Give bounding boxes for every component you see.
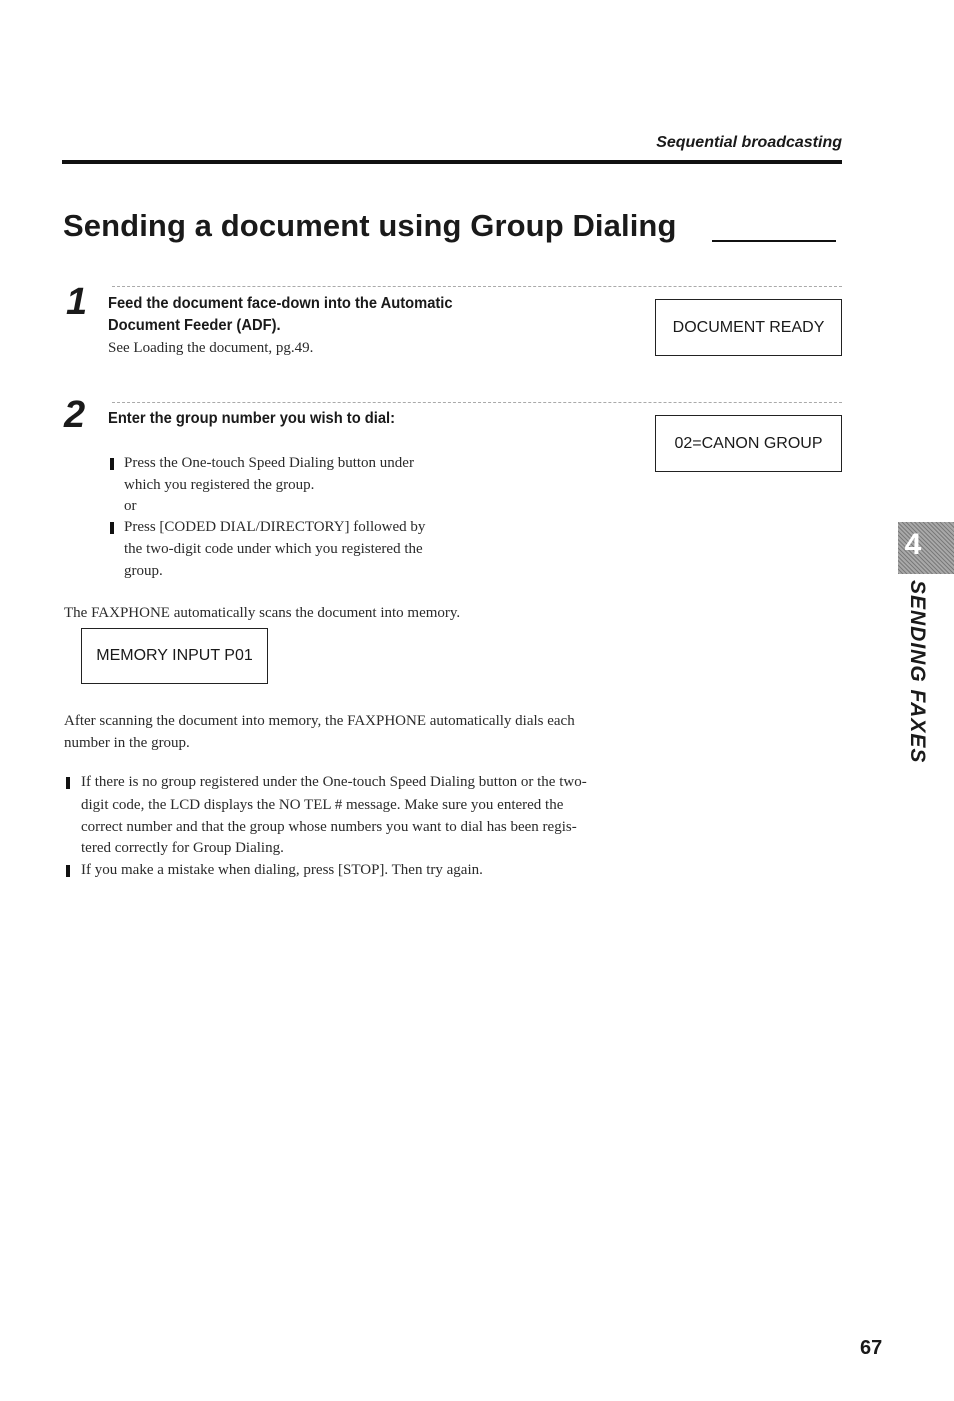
step-2-option1-line1: Press the One-touch Speed Dialing button under [124, 455, 414, 471]
note-1-line3: correct number and that the group whose numbers you want to dial has been regis- [81, 819, 577, 835]
page-title: Sending a document using Group Dialing [63, 208, 677, 243]
lcd-text: 02=CANON GROUP [674, 434, 823, 452]
bullet-marker [66, 777, 70, 789]
lcd-display-memory-input [81, 628, 268, 684]
after-text-line2: number in the group. [64, 735, 190, 751]
section-header: Sequential broadcasting [656, 134, 842, 151]
chapter-tab-number: 4 [904, 528, 922, 561]
page-number: 67 [860, 1337, 883, 1359]
header-rule [62, 160, 842, 164]
step-2-heading: Enter the group number you wish to dial: [108, 410, 396, 427]
lcd-display-document-ready [655, 299, 842, 356]
note-1-line4: tered correctly for Group Dialing. [81, 840, 284, 856]
bullet-marker [110, 522, 114, 534]
step-1-divider [112, 286, 842, 287]
step-2-option2-line3: group. [124, 563, 163, 579]
step-2-number: 2 [64, 394, 86, 436]
title-rule [712, 240, 836, 242]
lcd-text: DOCUMENT READY [672, 318, 825, 336]
note-1-line2: digit code, the LCD displays the NO TEL # message. Make sure you entered the [81, 797, 564, 813]
note-2: If you make a mistake when dialing, press [STOP]. Then try again. [81, 862, 483, 878]
step-2-divider [112, 402, 842, 403]
step-1-heading-line1: Feed the document face-down into the Automatic [108, 295, 453, 312]
step-2-option1-line2: which you registered the group. [124, 477, 315, 493]
note-1-line1: If there is no group registered under the One-touch Speed Dialing button or the two- [81, 774, 587, 790]
chapter-tab-label: SENDING FAXES [906, 580, 929, 764]
bullet-marker [66, 865, 70, 877]
step-1-note: See Loading the document, pg.49. [108, 340, 314, 356]
step-1-heading-line2: Document Feeder (ADF). [108, 317, 281, 334]
lcd-text: MEMORY INPUT P01 [96, 647, 253, 664]
bullet-marker [110, 458, 114, 470]
lcd-display-group [655, 415, 842, 472]
step-2-option2-line1: Press [CODED DIAL/DIRECTORY] followed by [124, 519, 426, 535]
step-1-number: 1 [66, 281, 88, 323]
step-2-or: or [124, 498, 137, 514]
after-text-line1: After scanning the document into memory, the FAXPHONE automatically dials each [64, 713, 575, 729]
scan-text: The FAXPHONE automatically scans the document into memory. [64, 605, 461, 621]
step-2-option2-line2: the two-digit code under which you registered the [124, 541, 423, 557]
